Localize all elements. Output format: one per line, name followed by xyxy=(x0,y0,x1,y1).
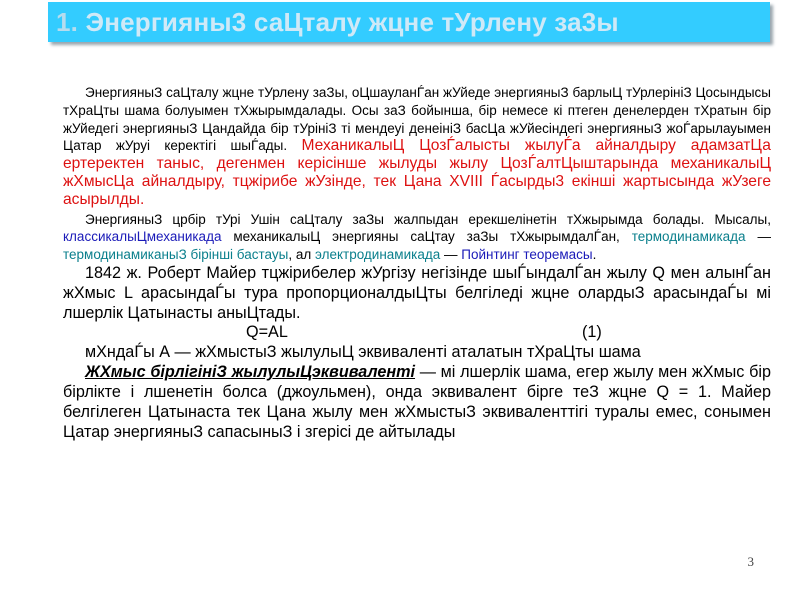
link-thermodynamics[interactable]: термодинамикада xyxy=(631,229,746,245)
examples-intro: ЭнергияныЗ црбір тУрі Ушін саЦталу заЗы жалпыдан ерекшелінетін тХжырымда болады. Мысалы, xyxy=(85,211,771,227)
link-classical-mechanics[interactable]: классикалыЦмеханикада xyxy=(63,229,222,245)
paragraph-intro xyxy=(63,84,771,209)
link-poynting-theorem[interactable]: Пойнтинг теоремасы xyxy=(461,247,593,263)
dash-2: — xyxy=(444,247,458,263)
paragraph-thermal-equivalent xyxy=(63,363,771,442)
examples-end: . xyxy=(592,247,597,263)
dash-1: — xyxy=(757,229,771,245)
slide-title-bar xyxy=(48,2,770,42)
link-electrodynamics[interactable]: электродинамикада xyxy=(314,247,441,263)
paragraph-examples xyxy=(63,211,771,264)
paragraph-mayer: 1842 ж. Роберт Майер тцжірибелер жУргізу негізінде шыЃындалЃан жылу Q мен алынЃан жХмыс L арасындаЃы тура пропорционалдыЦты белгіледі жцне олардыЗ арасындаЃы мі лшерлік Цатынасты аныЦтады. xyxy=(63,263,771,322)
title-text: Энергияны3 саЦталу жцне тУрлену за3ы xyxy=(85,7,619,37)
equation-formula: Q=AL xyxy=(246,323,288,342)
equation-number: (1) xyxy=(582,323,602,342)
slide-title xyxy=(56,7,619,38)
paragraph-intro-text: ЭнергияныЗ саЦталу жцне тУрлену заЗы, оЦшауланЃан жУйеде энергияныЗ барлыЦ тУрлерініЗ Цосындысы тХраЦты шама болуымен тХжырымдалады. Осы заЗ бойынша, бір немесе кі птеген денелерден тХратын бір жУйедегі энергияныЗ Цандайда бір тУрініЗ ті мендеуі денеініЗ басЦа жУйесіндегі энергияныЗ жоЃарылауымен Цатар жУруі керектігі шыЃады. xyxy=(63,85,771,154)
highlighted-statement: МеханикалыЦ ЦозЃалысты жылуЃа айналдыру адамзатЦа ертеректен таныс, дегенмен керісінше жылуды жылу ЦозЃалтЦыштарында механикалыЦ жХмысЦа айналдыру, тцжірибе жУзінде, тек Цана XVIII Ѓасырды3 екінші жартысында жУзеге асырылды. xyxy=(63,137,771,208)
term-thermal-equivalent: ЖХмыс бірлігініЗ жылулыЦэквиваленті xyxy=(85,363,416,382)
slide-body xyxy=(63,84,771,442)
page-number: 3 xyxy=(747,554,754,569)
link-first-law[interactable]: термодинамиканыЗ бірінші бастауы xyxy=(63,247,289,263)
paragraph-definition-a: мХндаЃы А — жХмыстыЗ жылулыЦ эквиваленті аталатын тХраЦты шама xyxy=(85,343,641,362)
examples-mid2: , ал xyxy=(288,247,312,263)
examples-mid1: механикалыЦ энергияны саЦтау заЗы тХжырымдалЃан, xyxy=(233,229,620,245)
thermal-equivalent-text: — мі лшерлік шама, егер жылу мен жХмыс бір бірлікте і лшенетін болса (джоульмен), онда эквивалент бірге теЗ жцне Q = 1. Майер белгілеген Цатынаста тек Цана жылу мен жХмыстыЗ эквиваленттігі туралы емес, сонымен Цатар энергияныЗ сапасыныЗ і згерісі де айтылады xyxy=(63,363,771,441)
title-number: 1. xyxy=(56,7,79,37)
equation-row xyxy=(63,323,771,343)
